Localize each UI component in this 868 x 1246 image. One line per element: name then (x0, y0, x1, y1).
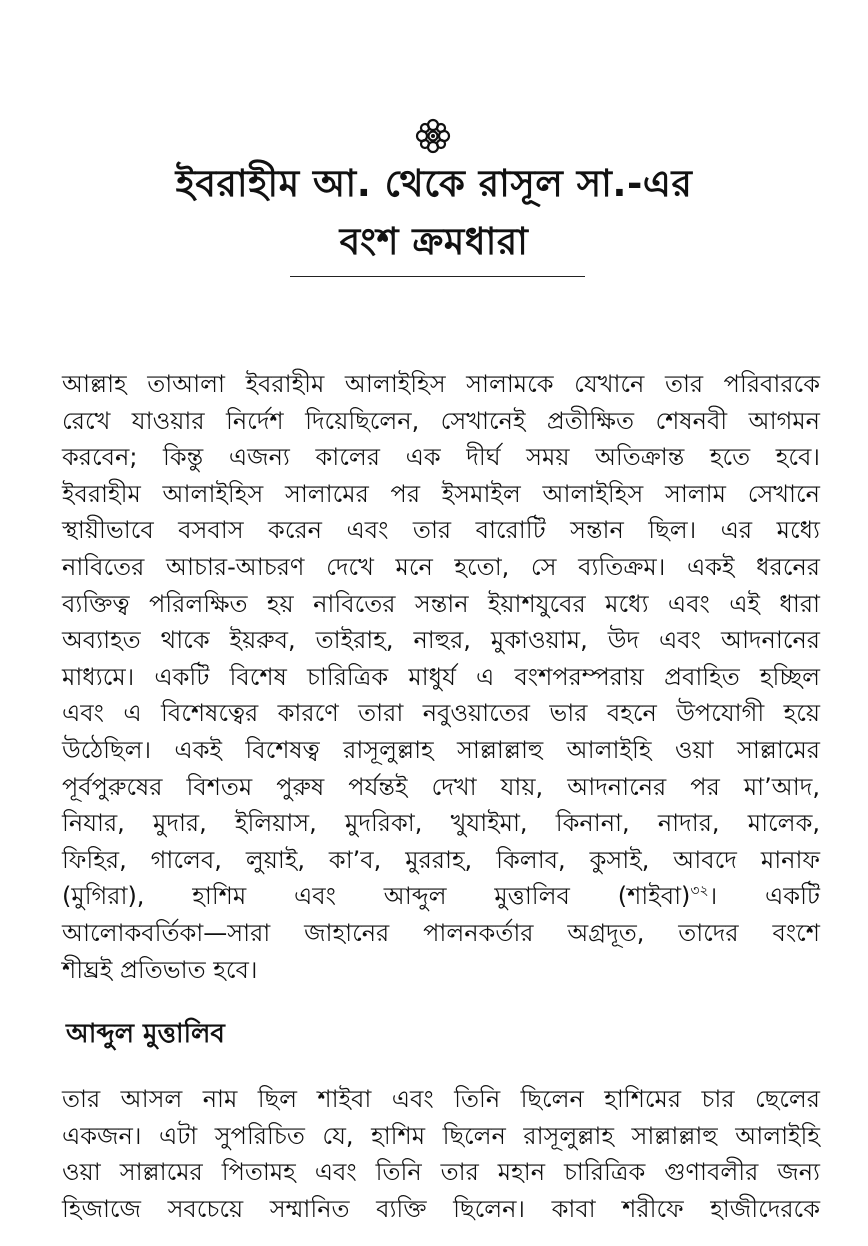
text-line: উঠেছিল। একই বিশেষত্ব রাসূলুল্লাহ সাল্লাল্লাহু আলাইহি ওয়া সাল্লামের (62, 735, 820, 764)
section-heading: আব্দুল মুত্তালিব (66, 1019, 225, 1049)
text-line-segment: । একটি (708, 882, 821, 911)
text-line: ফিহির, গালেব, লুয়াই, কা’ব, মুররাহ, কিলাব, কুসাই, আবদে মানাফ (62, 845, 820, 874)
text-line: ওয়া সাল্লামের পিতামহ এবং তিনি তার মহান চারিত্রিক গুণাবলীর জন্য (62, 1158, 820, 1187)
title-divider (290, 276, 585, 277)
flower-ornament-icon (409, 117, 457, 155)
text-line: তার আসল নাম ছিল শাইবা এবং তিনি ছিলেন হাশিমের চার ছেলের (62, 1085, 820, 1113)
text-line: করবেন; কিন্তু এজন্য কালের এক দীর্ঘ সময় অতিক্রান্ত হতে হবে। (62, 443, 820, 472)
text-line: নাবিতের আচার-আচরণ দেখে মনে হতো, সে ব্যতিক্রম। একই ধরনের (62, 552, 820, 581)
text-line: শীঘ্রই প্রতিভাত হবে। (62, 955, 258, 984)
text-line: মাধ্যমে। একটি বিশেষ চারিত্রিক মাধুর্য এ বংশপরম্পরায় প্রবাহিত হচ্ছিল (62, 662, 820, 691)
footnote-marker[interactable]: ৩২ (690, 883, 709, 900)
page-title-line-2: বংশ ক্রমধারা (339, 220, 529, 263)
page-title-line-1: ইবরাহীম আ. থেকে রাসূল সা.-এর (175, 162, 693, 205)
text-line: রেখে যাওয়ার নির্দেশ দিয়েছিলেন, সেখানেই প্রতীক্ষিত শেষনবী আগমন (62, 406, 820, 435)
paragraph-abdul-muttalib (62, 1081, 820, 1227)
text-line-segment: (মুগিরা), হাশিম এবং আব্দুল মুত্তালিব (শাইবা) (62, 882, 691, 911)
text-line: পূর্বপুরুষের বিশতম পুরুষ পর্যন্তই দেখা যায়, আদনানের পর মা’আদ, (62, 772, 820, 801)
text-line: ইবরাহীম আলাইহিস সালামের পর ইসমাইল আলাইহিস সালাম সেখানে (62, 479, 820, 508)
text-line: ব্যক্তিত্ব পরিলক্ষিত হয় নাবিতের সন্তান ইয়াশযুবের মধ্যে এবং এই ধারা (62, 589, 820, 618)
paragraph-intro (62, 366, 820, 988)
text-line: একজন। এটা সুপরিচিত যে, হাশিম ছিলেন রাসূলুল্লাহ সাল্লাল্লাহু আলাইহি (62, 1121, 820, 1150)
text-line: আল্লাহ তাআলা ইবরাহীম আলাইহিস সালামকে যেখানে তার পরিবারকে (62, 370, 820, 398)
text-line: এবং এ বিশেষত্বের কারণে তারা নবুওয়াতের ভার বহনে উপযোগী হয়ে (62, 699, 820, 728)
text-line: স্থায়ীভাবে বসবাস করেন এবং তার বারোটি সন্তান ছিল। এর মধ্যে (62, 516, 820, 545)
text-line: হিজাজে সবচেয়ে সম্মানিত ব্যক্তি ছিলেন। কাবা শরীফে হাজীদেরকে (62, 1194, 820, 1223)
text-line-with-footnote (62, 878, 820, 915)
text-line: অব্যাহত থাকে ইয়রুব, তাইরাহ, নাহুর, মুকাওয়াম, উদ এবং আদনানের (62, 626, 820, 655)
text-line: নিযার, মুদার, ইলিয়াস, মুদরিকা, খুযাইমা, কিনানা, নাদার, মালেক, (62, 809, 820, 838)
text-line: আলোকবর্তিকা—সারা জাহানের পালনকর্তার অগ্রদূত, তাদের বংশে (62, 918, 820, 947)
